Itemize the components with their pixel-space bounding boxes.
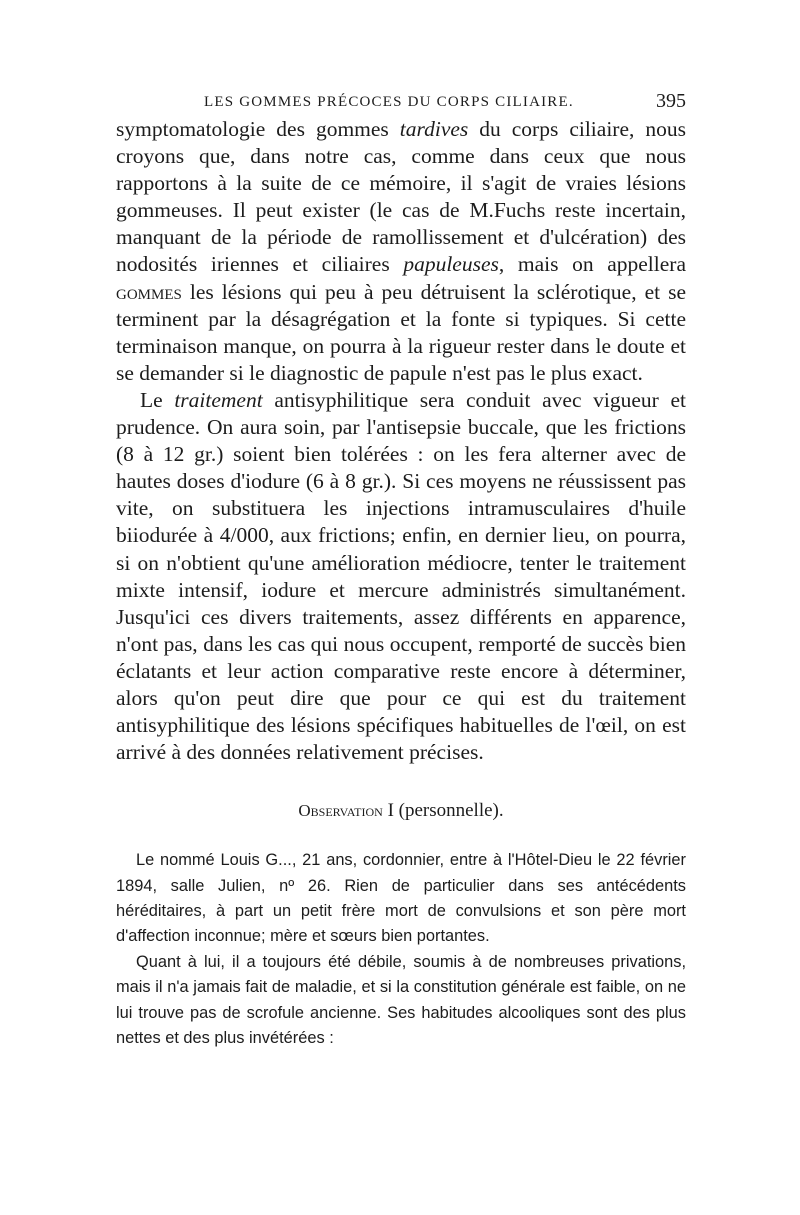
page-number: 395: [656, 90, 686, 112]
observation-paragraph-1: Le nommé Louis G..., 21 ans, cordonnier, entre à l'Hôtel-Dieu le 22 février 1894, salle Julien, nº 26. Rien de particulier dans ses antécédents héréditaires, à part un petit frère mort de convulsions et son père mort d'affection inconnue; mère et sœurs bien portantes.: [116, 851, 686, 946]
emphasis-text: tardives: [399, 117, 469, 141]
main-text: [116, 116, 686, 766]
running-header: [116, 90, 686, 116]
text-run: les lésions qui peu à peu détruisent la sclérotique, et se terminent par la désagrégation et la fonte si typiques. Si cette terminaison manque, on pourra à la rigueur rester dans le doute et se demander si le diagnostic de papule n'est pas le plus exact.: [116, 279, 686, 385]
observation-title: [116, 800, 686, 822]
text-run: , mais on appellera: [498, 252, 686, 277]
emphasis-text: traitement: [174, 387, 263, 412]
text-run: symptomatologie des gommes: [116, 117, 400, 141]
text-run: du corps ciliaire, nous croyons que, dans notre cas, comme dans ceux que nous rapportons à la suite de ce mémoire, il s'agit de vraies lésions gommeuses. Il peut exister (le cas de M.Fuchs reste incertain, manquant de la période de ramollissement et d'ulcération) des nodosités iriennes et ciliaires: [116, 117, 686, 277]
running-title: LES GOMMES PRÉCOCES DU CORPS CILIAIRE.: [204, 94, 574, 110]
observation-text: [116, 848, 686, 1051]
paragraph-1: [116, 116, 686, 387]
observation-title-rest: I (personnelle).: [382, 800, 504, 822]
book-page: [116, 90, 686, 1052]
paragraph-2: [116, 387, 686, 766]
small-caps-text: gommes: [116, 279, 182, 304]
observation-title-label: Observation: [298, 801, 383, 821]
text-run: antisyphilitique sera conduit avec vigueur et prudence. On aura soin, par l'antisepsie buccale, que les frictions (8 à 12 gr.) soient bien tolérées : on les fera alterner avec de hautes doses d'iodure (6 à 8 gr.). Si ces moyens ne réussissent pas vite, on substituera les injections intramusculaires d'huile biiodurée à 4/000, aux frictions; enfin, en dernier lieu, on pourra, si on n'obtient qu'une amélioration médiocre, tenter le traitement mixte intensif, iodure et mercure administrés simultanément. Jusqu'ici ces divers traitements, assez différents en apparence, n'ont pas, dans les cas qui nous occupent, remporté de succès bien éclatants et leur action comparative reste encore à déterminer, alors qu'on peut dire que pour ce qui est du traitement antisyphilitique des lésions spécifiques habituelles de l'œil, on est arrivé à des données relativement précises.: [116, 387, 686, 765]
text-run: Le: [140, 387, 175, 412]
emphasis-text: papuleuses: [403, 252, 499, 277]
observation-paragraph-2: Quant à lui, il a toujours été débile, soumis à de nombreuses privations, mais il n'a jamais fait de maladie, et si la constitution générale est faible, on ne lui trouve pas de scrofule ancienne. Ses habitudes alcooliques sont des plus nettes et des plus invétérées :: [116, 952, 686, 1048]
